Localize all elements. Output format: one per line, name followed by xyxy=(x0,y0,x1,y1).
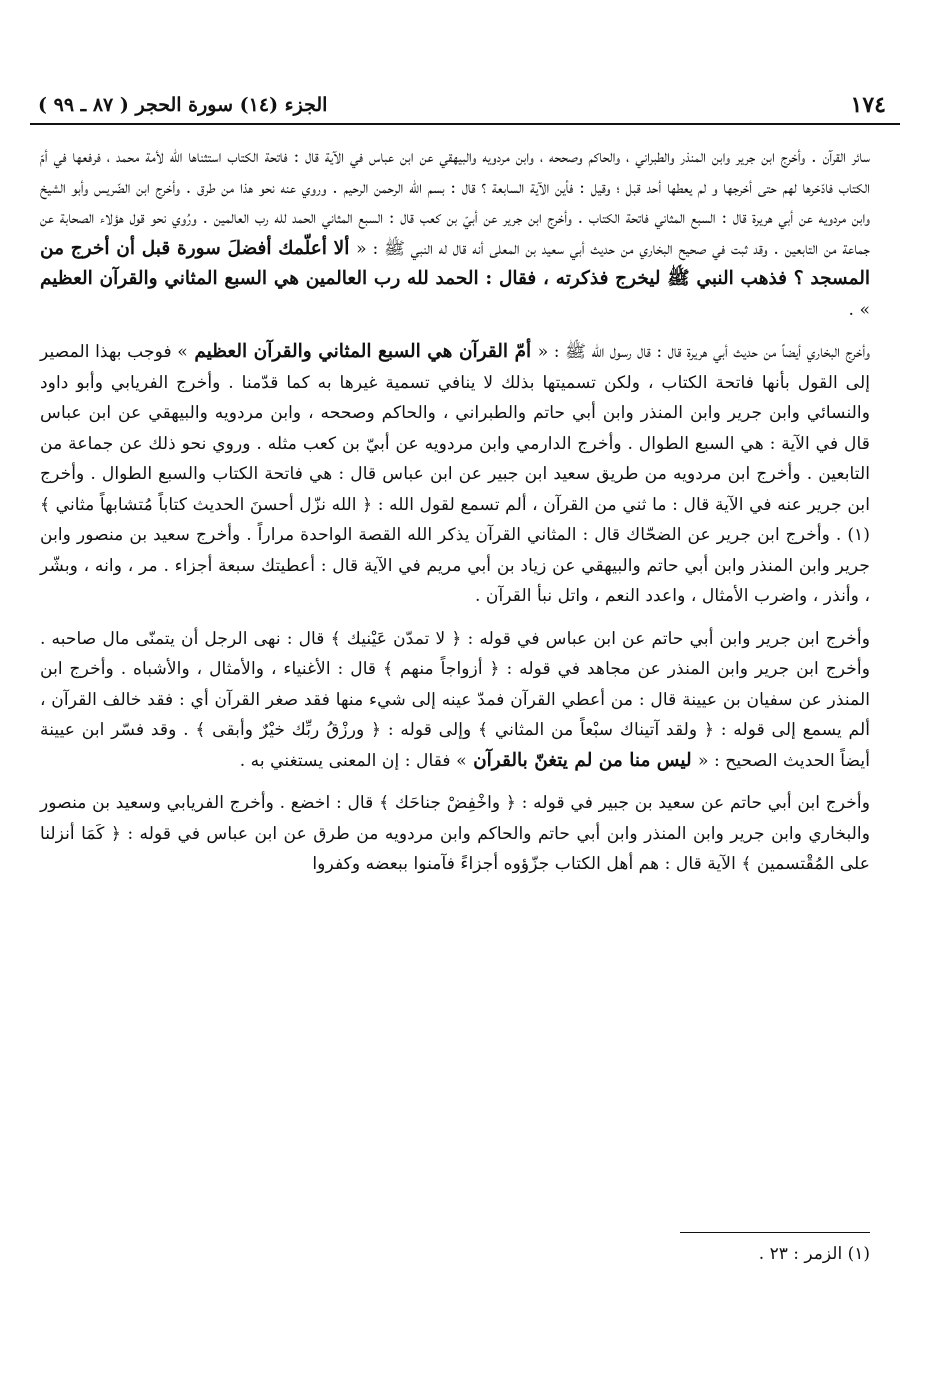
paragraph-text: وأخرج البخاري أيضاً من حديث أبي هريرة قال : قال رسول الله ﷺ : « xyxy=(537,342,871,362)
footnote: (١) الزمر : ٢٣ . xyxy=(758,1244,870,1264)
page-number: ١٧٤ xyxy=(850,92,886,118)
paragraph xyxy=(40,337,870,612)
paragraph xyxy=(40,142,870,325)
paragraph-text: سائر القرآن . وأخرج ابن جرير وابن المنذر والطبراني ، والحاكم وصححه ، وابن مردويه والبيهقي عن ابن عباس في الآية قال : فاتحة الكتاب استثناها الله لأمة محمد ، فرفعها في أمّ الكتاب فادّخرها لهم حتى أخرجها و لم يعطها أحد قبل ؛ وقيل : فأين الآية السابعة ؟ قال : بسم الله الرحمن الرحيم . وروي عنه نحو هذا من طرق . وأخرج ابن الضّريس وأبو الشيخ وابن مردويه عن أبي هريرة قال : السبع المثاني فاتحة الكتاب . وأخرج ابن جرير عن أبيّ بن كعب قال : السبع المثاني الحمد لله رب العالمين . ورُوي نحو قول هؤلاء الصحابة عن جماعة من التابعين . وقد ثبت في صحيح البخاري من حديث أبي سعيد بن المعلى أنه قال له النبي ﷺ : « xyxy=(40,147,870,259)
paragraph-text: وأخرج ابن جرير وابن أبي حاتم عن ابن عباس في قوله : ﴿ لا تمدّن عَيْنيك ﴾ قال : نهى الرجل أن يتمنّى مال صاحبه . وأخرج ابن جرير وابن المنذر عن مجاهد في قوله : ﴿ أزواجاً منهم ﴾ قال : الأغنياء ، والأمثال ، والأشباه . وأخرج ابن المنذر عن سفيان بن عيينة قال : من أعطي القرآن فمدّ عينه إلى شيء منها فقد صغر القرآن أي : فقد خالف القرآن ، ألم يسمع إلى قوله : ﴿ ولقد آتيناك سبْعاً من المثاني ﴾ وإلى قوله : ﴿ ورزْقُ ربِّك خيْرٌ وأبقى ﴾ . وقد فسّر ابن عيينة أيضاً الحديث الصحيح : « xyxy=(40,628,870,771)
hadith-quote: أمّ القرآن هي السبع المثاني والقرآن العظيم xyxy=(187,341,538,362)
paragraph-text: وأخرج ابن أبي حاتم عن سعيد بن جبير في قوله : ﴿ واخْفِضْ جناحَك ﴾ قال : اخضع . وأخرج الفريابي وسعيد بن منصور والبخاري وابن جرير وابن المنذر وابن أبي حاتم والحاكم وابن مردويه من طرق عن ابن عباس في قوله : ﴿ كَمَا أنزلنا على المُقْتسمين ﴾ الآية قال : هم أهل الكتاب جزّؤوه أجزاءً فآمنوا ببعضه وكفروا xyxy=(40,793,870,874)
paragraph xyxy=(40,788,870,880)
paragraph-text: » . xyxy=(848,299,870,320)
hadith-quote: ألا أعلّمك أفضلَ سورة قبل أن أخرج من المسجد ؟ فذهب النبي ﷺ ليخرج فذكرته ، فقال : الحمد لله رب العالمين هي السبع المثاني والقرآن العظيم xyxy=(40,237,870,289)
main-text xyxy=(40,142,870,886)
header-rule xyxy=(30,123,900,125)
hadith-quote: ليس منا من لم يتغنّ بالقرآن xyxy=(466,749,699,771)
page-header xyxy=(30,92,900,126)
running-title: الجزء (١٤) سورة الحجر ( ٨٧ ـ ٩٩ ) xyxy=(38,94,328,116)
paragraph-text: » فقال : إن المعنى يستغني به . xyxy=(239,750,467,771)
paragraph-text: » فوجب بهذا المصير إلى القول بأنها فاتحة الكتاب ، ولكن تسميتها بذلك لا ينافي تسمية غيرها به كما قدّمنا . وأخرج الفريابي وأبو داود والنسائي وابن جرير وابن المنذر وابن أبي حاتم والطبراني ، والحاكم وصححه ، وابن مردويه والبيهقي عن ابن عباس قال في الآية : هي السبع الطوال . وأخرج الدارمي وابن مردويه عن أبيّ بن كعب مثله . وروي نحو ذلك عن جماعة من التابعين . وأخرج ابن مردويه من طريق سعيد ابن جبير عن ابن عباس قال : هي فاتحة الكتاب والسبع الطوال . وأخرج ابن جرير عنه في الآية قال : ما ثني من القرآن ، ألم تسمع لقول الله : ﴿ الله نزّل أحسنَ الحديث كتاباً مُتشابهاً مثاني ﴾(١) . وأخرج ابن جرير عن الضحّاك قال : المثاني القرآن يذكر الله القصة الواحدة مراراً . وأخرج سعيد بن منصور وابن جرير وابن المنذر وابن أبي حاتم والبيهقي عن زياد بن أبي مريم في الآية قال : أعطيتك سبعة أجزاء . مر ، وانه ، وبشّر ، وأنذر ، واضرب الأمثال ، واعدد النعم ، واتل نبأ القرآن . xyxy=(40,342,870,606)
paragraph xyxy=(40,624,870,777)
footnote-rule xyxy=(680,1232,870,1233)
